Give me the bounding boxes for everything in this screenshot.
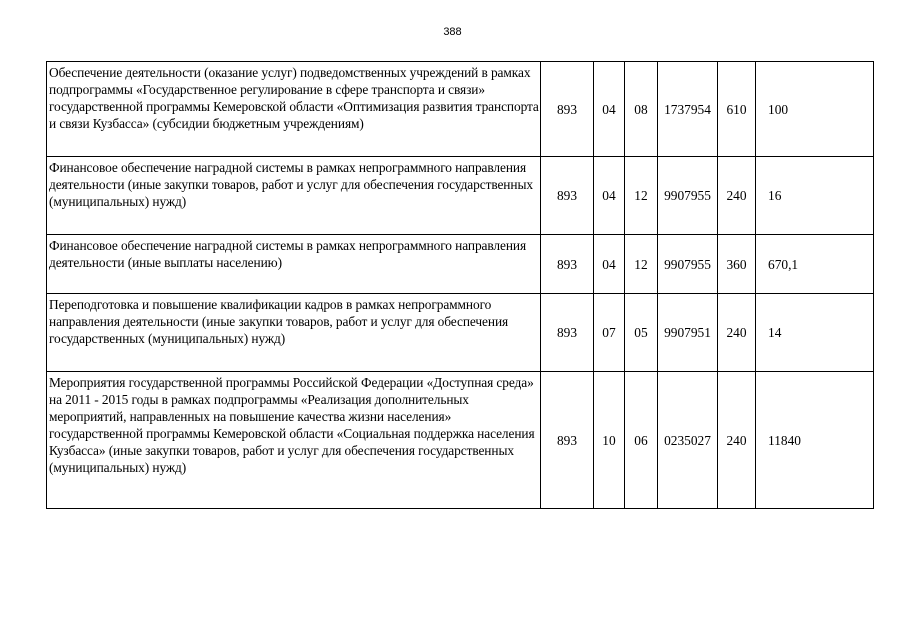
section-code: 04 (594, 235, 625, 294)
ministry-code: 893 (541, 294, 594, 372)
table-row (47, 157, 874, 235)
subsection-code: 06 (625, 372, 658, 509)
amount-value: 16 (756, 157, 874, 235)
row-description: Финансовое обеспечение наградной системы в рамках непрограммного направления деятельности (иные выплаты населению) (47, 235, 541, 294)
expense-type-code: 360 (718, 235, 756, 294)
amount-value: 670,1 (756, 235, 874, 294)
section-code: 04 (594, 62, 625, 157)
section-code: 10 (594, 372, 625, 509)
budget-table (46, 61, 874, 509)
ministry-code: 893 (541, 372, 594, 509)
amount-value: 14 (756, 294, 874, 372)
row-description: Переподготовка и повышение квалификации кадров в рамках непрограммного направления деятельности (иные закупки товаров, работ и услуг для обеспечения государственных (муниципальных) нужд) (47, 294, 541, 372)
ministry-code: 893 (541, 62, 594, 157)
row-description: Финансовое обеспечение наградной системы в рамках непрограммного направления деятельности (иные закупки товаров, работ и услуг для обеспечения государственных (муниципальных) нужд) (47, 157, 541, 235)
section-code: 04 (594, 157, 625, 235)
target-article-code: 9907955 (658, 235, 718, 294)
target-article-code: 9907955 (658, 157, 718, 235)
page-number: 388 (443, 26, 462, 38)
subsection-code: 12 (625, 235, 658, 294)
amount-value: 11840 (756, 372, 874, 509)
expense-type-code: 240 (718, 157, 756, 235)
target-article-code: 1737954 (658, 62, 718, 157)
row-description: Мероприятия государственной программы Российской Федерации «Доступная среда» на 2011 - 2015 годы в рамках подпрограммы «Реализация дополнительных мероприятий, направленных на повышение качества жизни населения» государственной программы Кемеровской области «Социальная поддержка населения Кузбасса» (иные закупки товаров, работ и услуг для обеспечения государственных (муниципальных) нужд) (47, 372, 541, 509)
subsection-code: 08 (625, 62, 658, 157)
target-article-code: 0235027 (658, 372, 718, 509)
ministry-code: 893 (541, 235, 594, 294)
target-article-code: 9907951 (658, 294, 718, 372)
table-row (47, 62, 874, 157)
row-description: Обеспечение деятельности (оказание услуг) подведомственных учреждений в рамках подпрограммы «Государственное регулирование в сфере транспорта и связи» государственной программы Кемеровской области «Оптимизация развития транспорта и связи Кузбасса» (субсидии бюджетным учреждениям) (47, 62, 541, 157)
subsection-code: 05 (625, 294, 658, 372)
expense-type-code: 610 (718, 62, 756, 157)
expense-type-code: 240 (718, 372, 756, 509)
subsection-code: 12 (625, 157, 658, 235)
amount-value: 100 (756, 62, 874, 157)
table-row (47, 372, 874, 509)
table-row (47, 235, 874, 294)
table-row (47, 294, 874, 372)
ministry-code: 893 (541, 157, 594, 235)
section-code: 07 (594, 294, 625, 372)
expense-type-code: 240 (718, 294, 756, 372)
